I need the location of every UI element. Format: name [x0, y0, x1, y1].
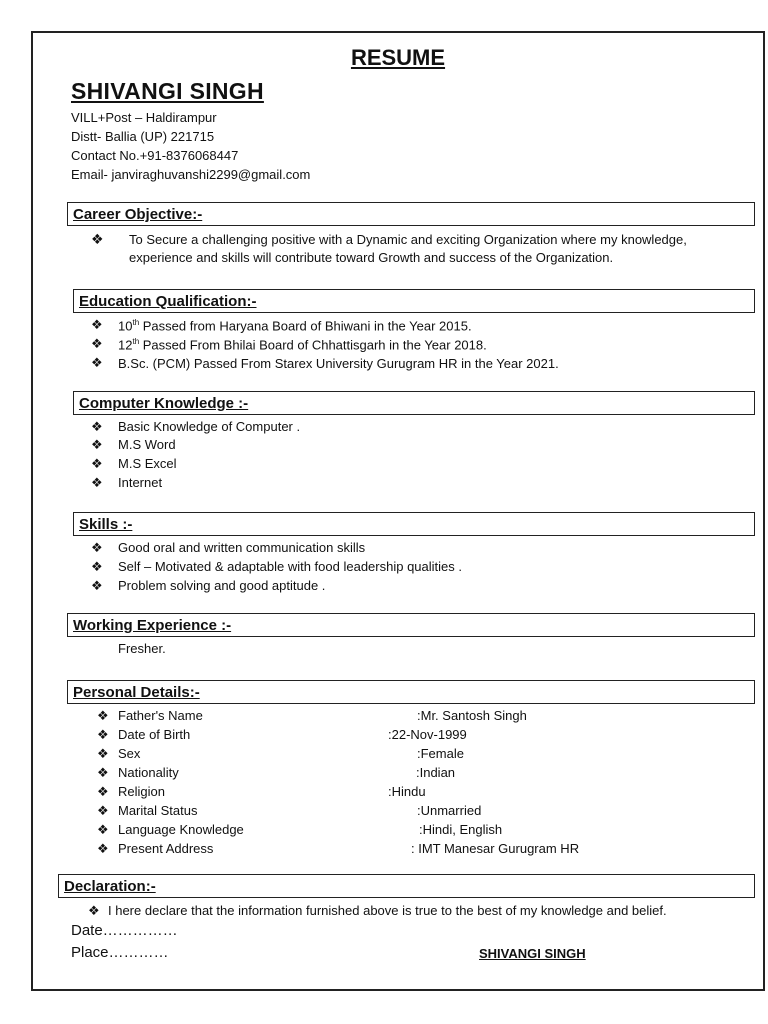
computer-item: M.S Excel — [118, 456, 177, 471]
education-item: 12th Passed From Bhilai Board of Chhattisgarh in the Year 2018. — [118, 337, 487, 353]
declaration-text: I here declare that the information furnished above is true to the best of my knowledge and belief. — [108, 903, 667, 918]
diamond-bullet-icon: ❖ — [91, 559, 103, 574]
career-objective-heading-box — [67, 202, 755, 226]
computer-knowledge-heading: Computer Knowledge :- — [79, 395, 249, 412]
diamond-bullet-icon: ❖ — [97, 803, 109, 818]
working-experience-heading-box — [67, 613, 755, 637]
diamond-bullet-icon: ❖ — [91, 419, 103, 434]
career-objective-line-2: experience and skills will contribute toward Growth and success of the Organization. — [129, 250, 614, 265]
career-objective-line-1: To Secure a challenging positive with a Dynamic and exciting Organization where my knowledge, — [129, 232, 687, 247]
personal-value: :Hindu — [388, 784, 426, 799]
diamond-bullet-icon: ❖ — [88, 903, 100, 918]
personal-label: Date of Birth — [118, 727, 191, 742]
personal-value: :22-Nov-1999 — [388, 727, 467, 742]
declaration-heading-box — [58, 874, 755, 898]
education-heading: Education Qualification:- — [79, 293, 257, 310]
personal-details-heading-box — [67, 680, 755, 704]
place-line: Place………… — [71, 944, 169, 961]
address-line-1: VILL+Post – Haldirampur — [71, 110, 217, 125]
diamond-bullet-icon: ❖ — [91, 317, 103, 332]
personal-label: Language Knowledge — [118, 822, 244, 837]
personal-details-heading: Personal Details:- — [73, 684, 200, 701]
personal-value: :Mr. Santosh Singh — [417, 708, 527, 723]
skill-item: Self – Motivated & adaptable with food leadership qualities . — [118, 559, 462, 574]
personal-value: :Unmarried — [417, 803, 482, 818]
address-line-2: Distt- Ballia (UP) 221715 — [71, 129, 215, 144]
diamond-bullet-icon: ❖ — [97, 708, 109, 723]
personal-value: :Hindi, English — [419, 822, 503, 837]
diamond-bullet-icon: ❖ — [91, 231, 104, 247]
working-experience-heading: Working Experience :- — [73, 617, 232, 634]
computer-item: M.S Word — [118, 437, 176, 452]
skill-item: Problem solving and good aptitude . — [118, 578, 326, 593]
personal-value: :Indian — [416, 765, 456, 780]
education-item: 10th Passed from Haryana Board of Bhiwani in the Year 2015. — [118, 318, 472, 334]
email-address: Email- janviraghuvanshi2299@gmail.com — [71, 167, 311, 182]
education-heading-box — [73, 289, 755, 313]
phone-number: Contact No.+91-8376068447 — [71, 148, 239, 163]
diamond-bullet-icon: ❖ — [91, 355, 103, 370]
personal-label: Sex — [118, 746, 141, 761]
personal-label: Present Address — [118, 841, 214, 856]
personal-label: Nationality — [118, 765, 179, 780]
personal-label: Religion — [118, 784, 165, 799]
diamond-bullet-icon: ❖ — [97, 822, 109, 837]
personal-label: Marital Status — [118, 803, 198, 818]
career-objective-heading: Career Objective:- — [73, 206, 203, 223]
diamond-bullet-icon: ❖ — [91, 578, 103, 593]
signature-name: SHIVANGI SINGH — [479, 946, 586, 961]
declaration-heading: Declaration:- — [64, 878, 156, 895]
personal-label: Father's Name — [118, 708, 203, 723]
diamond-bullet-icon: ❖ — [97, 746, 109, 761]
date-line: Date…………… — [71, 922, 178, 939]
computer-knowledge-heading-box — [73, 391, 755, 415]
diamond-bullet-icon: ❖ — [97, 784, 109, 799]
diamond-bullet-icon: ❖ — [91, 540, 103, 555]
education-item: B.Sc. (PCM) Passed From Starex University Gurugram HR in the Year 2021. — [118, 356, 559, 371]
computer-item: Basic Knowledge of Computer . — [118, 419, 301, 434]
diamond-bullet-icon: ❖ — [97, 841, 109, 856]
computer-item: Internet — [118, 475, 163, 490]
diamond-bullet-icon: ❖ — [91, 456, 103, 471]
skills-heading: Skills :- — [79, 516, 133, 533]
working-experience-value: Fresher. — [118, 641, 166, 656]
skills-heading-box — [73, 512, 755, 536]
personal-value: : IMT Manesar Gurugram HR — [411, 841, 580, 856]
diamond-bullet-icon: ❖ — [91, 336, 103, 351]
skill-item: Good oral and written communication skills — [118, 540, 366, 555]
personal-value: :Female — [417, 746, 464, 761]
diamond-bullet-icon: ❖ — [91, 475, 103, 490]
candidate-name: SHIVANGI SINGH — [71, 78, 264, 104]
diamond-bullet-icon: ❖ — [97, 727, 109, 742]
resume-page — [31, 31, 765, 991]
diamond-bullet-icon: ❖ — [97, 765, 109, 780]
diamond-bullet-icon: ❖ — [91, 437, 103, 452]
document-title: RESUME — [350, 45, 446, 70]
